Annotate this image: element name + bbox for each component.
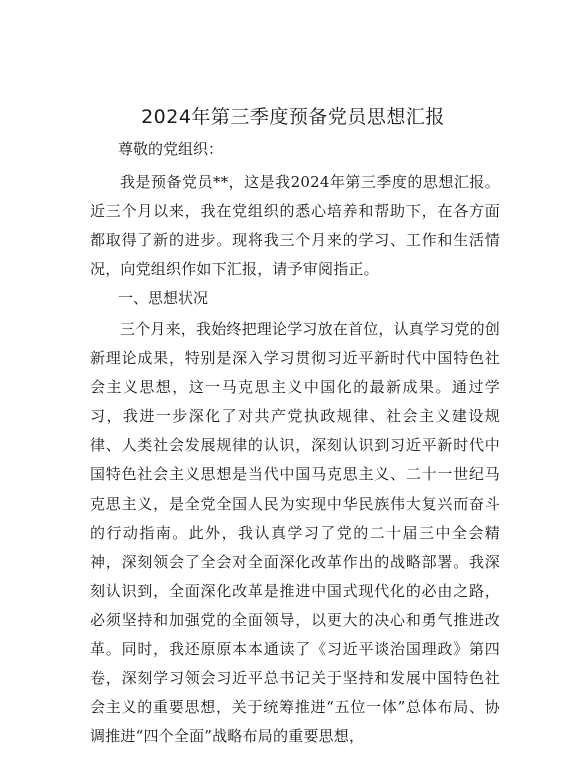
intro-paragraph: 我是预备党员**，这是我2024年第三季度的思想汇报。近三个月以来，我在党组织的悉心培养和帮助下，在各方面都取得了新的进步。现将我三个月来的学习、工作和生活情况，向党组织作如下汇报，请予审阅指正。 [90,173,500,279]
document-title: 2024年第三季度预备党员思想汇报 [141,106,445,128]
section-heading: 一、思想状况 [118,289,209,307]
salutation: 尊敬的党组织： [118,140,224,158]
section-paragraph: 三个月来，我始终把理论学习放在首位，认真学习党的创新理论成果，特别是深入学习贯彻习近平新时代中国特色社会主义思想，这一马克思主义中国化的最新成果。通过学习，我进一步深化了对共产党执政规律、社会主义建设规律、人类社会发展规律的认识，深刻认识到习近平新时代中国特色社会主义思想是当代中国马克思主义、二十一世纪马克思主义，是全党全国人民为实现中华民族伟大复兴而奋斗的行动指南。此外，我认真学习了党的二十届三中全会精神，深刻领会了全会对全面深化改革作出的战略部署。我深刻认识到，全面深化改革是推进中国式现代化的必由之路，必须坚持和加强党的全面领导，以更大的决心和勇气推进改革。同时，我还原原本本通读了《习近平谈治国理政》第四卷，深刻学习领会习近平总书记关于坚持和发展中国特色社会主义的重要思想，关于统筹推进“五位一体”总体布局、协调推进“四个全面”战略布局的重要思想， [90,320,501,746]
